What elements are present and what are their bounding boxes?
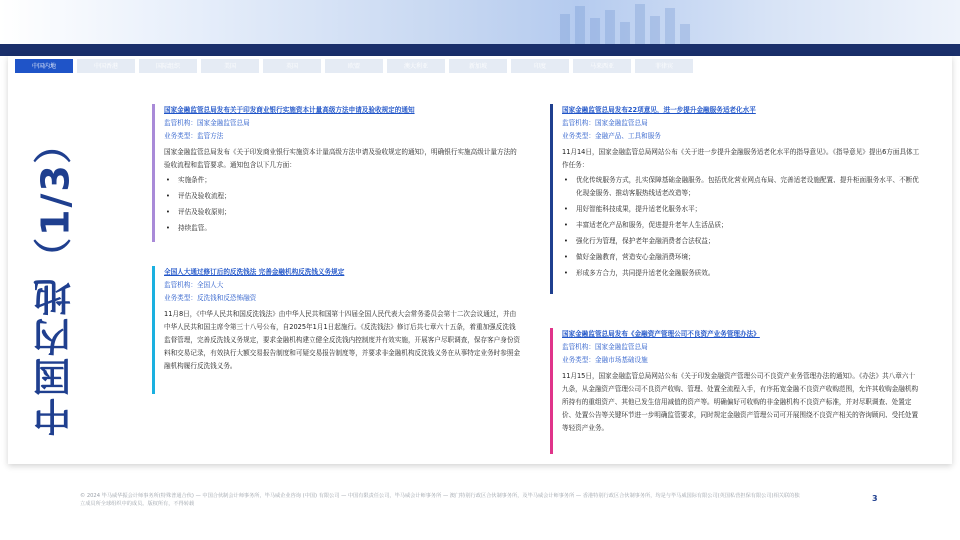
- article-headline[interactable]: 国家金融监管总局发布22项意见，进一步提升金融服务适老化水平: [562, 106, 756, 114]
- footer-copyright: © 2024 毕马威华振会计师事务所(特殊普通合伙) — 中国合伙制会计师事务所，毕马威企业咨询 (中国) 有限公司 — 中国有限责任公司，毕马威会计师事务所 — 澳门特别行政区合伙制事务所，及毕马威会计师事务所 — 香港特别行政区合伙制事务所，均是与毕马威国际有限公司(英国私营担保有限公司)相关联的独立成员所全球组织中的成员。版权所有，不得转载: [80, 493, 800, 507]
- tab-mainland-china[interactable]: 中国内地: [14, 58, 74, 74]
- article-non-performing-assets: [550, 328, 920, 456]
- tab-singapore[interactable]: 新加坡: [448, 58, 508, 74]
- tab-malaysia[interactable]: 马来西亚: [572, 58, 632, 74]
- page-number: 3: [872, 494, 878, 503]
- list-item: • 持续监管。: [164, 222, 522, 235]
- tab-india[interactable]: 印度: [510, 58, 570, 74]
- article-points: [562, 174, 920, 280]
- section-title: 中国内地（1/3）: [33, 123, 78, 437]
- article-headline[interactable]: 国家金融监管总局发布关于印发商业银行实施资本计量高级方法申请及验收规定的通知: [164, 106, 415, 114]
- list-item: • 丰富适老化产品和服务，促进提升老年人生活品质；: [562, 219, 920, 232]
- list-item: • 实施条件；: [164, 174, 522, 187]
- article-regulator: 监管机构：国家金融监管总局: [164, 119, 250, 127]
- article-headline[interactable]: 全国人大通过修订后的反洗钱法 完善金融机构反洗钱义务规定: [164, 268, 345, 276]
- article-paragraph: 国家金融监管总局发布《关于印发商业银行实施资本计量高级方法申请及验收规定的通知》，明确银行实施高级计量方法的验收流程和监管要求。通知包含以下几方面：: [164, 148, 517, 169]
- list-item: • 评估及验收流程；: [164, 190, 522, 203]
- article-business-type: 业务类型：监管方法: [164, 132, 224, 140]
- article-business-type: 业务类型：反洗钱和反恐怖融资: [164, 294, 257, 302]
- article-headline[interactable]: 国家金融监管总局发布《金融资产管理公司不良资产业务管理办法》: [562, 330, 760, 338]
- list-item: • 评估及验收原则；: [164, 206, 522, 219]
- list-item: • 形成多方合力，共同提升适老化金融服务质效。: [562, 267, 920, 280]
- list-item: • 强化行为管理，保护老年金融消费者合法权益；: [562, 235, 920, 248]
- article-regulator: 监管机构：全国人大: [164, 281, 224, 289]
- list-item: • 做好金融教育，营造安心金融消费环境；: [562, 251, 920, 264]
- tab-philippines[interactable]: 菲律宾: [634, 58, 694, 74]
- article-accent-bar: [550, 104, 553, 294]
- tab-usa[interactable]: 美国: [200, 58, 260, 74]
- article-capital-measurement: [152, 104, 522, 244]
- header-banner: [0, 0, 960, 44]
- tab-australia[interactable]: 澳大利亚: [386, 58, 446, 74]
- article-business-type: 业务类型：金融产品、工具和服务: [562, 132, 661, 140]
- article-accent-bar: [152, 266, 155, 394]
- tab-uk[interactable]: 英国: [262, 58, 322, 74]
- article-points: [164, 174, 522, 235]
- article-paragraph: 11月8日，《中华人民共和国反洗钱法》由中华人民共和国第十四届全国人民代表大会常务委员会第十二次会议通过，并由中华人民共和国主席令第三十八号公布，自2025年1月1日起施行。《反洗钱法》修订后共七章六十五条，着重加强反洗钱监督管理，完善反洗钱义务规定，要求金融机构建立健全反洗钱内控制度并有效实施，开展客户尽职调查，保存客户身份资料和交易记录，有效执行大额交易报告制度和可疑交易报告制度等，并要求非金融机构反洗钱义务在从事特定业务时参照金融机构履行反洗钱义务。: [164, 310, 521, 370]
- article-accent-bar: [152, 104, 155, 242]
- article-anti-money-laundering: [152, 266, 522, 396]
- article-business-type: 业务类型：金融市场基础设施: [562, 356, 648, 364]
- article-accent-bar: [550, 328, 553, 454]
- article-regulator: 监管机构：国家金融监管总局: [562, 119, 648, 127]
- header-navy-band: [0, 44, 960, 56]
- article-paragraph: 11月14日，国家金融监管总局网站公布《关于进一步提升金融服务适老化水平的指导意见》。《指导意见》提出6方面具体工作任务：: [562, 148, 920, 169]
- article-elderly-financial-services: [550, 104, 920, 294]
- article-regulator: 监管机构：国家金融监管总局: [562, 343, 648, 351]
- list-item: • 用好智能科技成果，提升适老化服务水平；: [562, 203, 920, 216]
- list-item: • 优化传统服务方式，扎实保障基础金融服务。包括优化营业网点布局、完善适老设施配置、提升柜面服务水平、不断优化现金服务、推动客服热线适老改造等；: [562, 174, 920, 200]
- region-tabs: [14, 58, 694, 74]
- tab-international-organizations[interactable]: 国际组织: [138, 58, 198, 74]
- tab-hong-kong[interactable]: 中国香港: [76, 58, 136, 74]
- article-paragraph: 11月15日，国家金融监管总局网站公布《关于印发金融资产管理公司不良资产业务管理办法的通知》。《办法》共八章六十九条，从金融资产管理公司不良资产收购、管理、处置全流程入手，有序拓宽金融不良资产收购范围，允许其收购金融机构所持有的重组资产、其他已发生信用减值的资产等。明确偏好可收购的非金融机构不良资产标准，并对尽职调查、处置定价、处置公告等关键环节进一步明确监管要求，同时规定金融资产管理公司可开展围绕不良资产相关的咨询顾问、受托处置等轻资产业务。: [562, 372, 919, 432]
- tab-eu[interactable]: 欧盟: [324, 58, 384, 74]
